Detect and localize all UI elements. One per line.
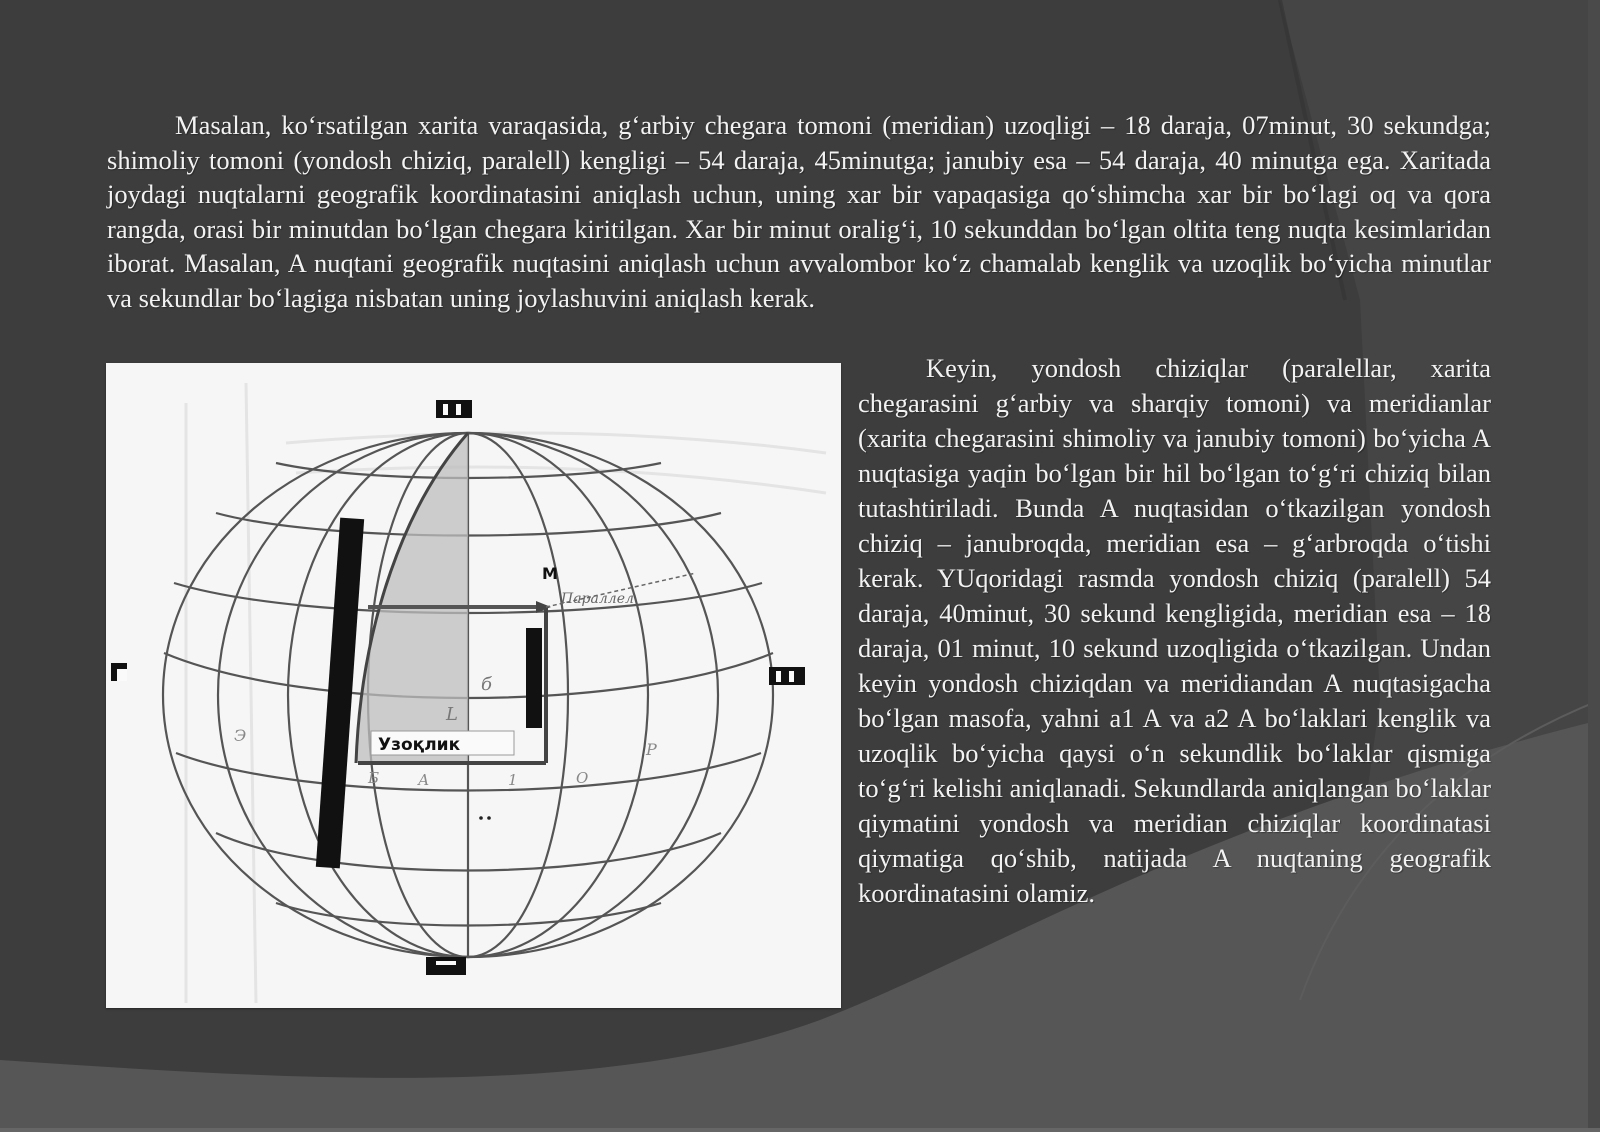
intro-paragraph: Masalan, ko‘rsatilgan xarita varaqasida, g‘arbiy chegara tomoni (meridian) uzoqligi – 18 daraja, 07minut, 30 sekundga; shimoliy tomoni (yondosh chiziq, paralell) kengligi – 54 daraja, 45minutga; janubiy esa – 54 daraja, 40 minutga ega. Xaritada joydagi nuqtalarni geografik koordinatasini aniqlash uchun, uning xar bir vapaqasiga qo‘shimcha xar bir bo‘lagi oq va qora rangda, orasi bir minutdan bo‘lgan chegara kiritilgan. Xar bir minut oralig‘i, 10 sekunddan bo‘lgan oltita teng nuqta kesimlaridan iborat. Masalan, A nuqtani geografik nuqtasini aniqlash uchun avvalombor ko‘z chamalab kenglik va uzoqlik bo‘yicha minutlar va sekundlar bo‘lagiga nisbatan uning joylashuvini aniqlash kerak. <box>107 110 1491 313</box>
vertical-label-right <box>526 628 542 728</box>
longitude-label: Узоқлик <box>378 735 461 755</box>
svg-text:А: А <box>418 771 430 789</box>
explanation-paragraph: Keyin, yondosh chiziqlar (paralellar, xarita chegarasini g‘arbiy va sharqiy tomoni) va meridianlar (xarita chegarasini shimoliy va janubiy tomoni) bo‘yicha A nuqtasiga yaqin bo‘lgan bir hil bo‘lgan to‘g‘ri chiziq bilan tutashtiriladi. Bunda A nuqtasidan o‘tkazilgan yondosh chiziq – janubroqda, meridian esa – g‘arbroqda o‘tishi kerak. YUqoridagi rasmda yondosh chiziq (paralell) 54 daraja, 40minut, 30 sekund kengligida, meridian esa – 18 daraja, 01 minut, 10 sekund uzoqligida o‘tkazilgan. Undan keyin yondosh chiziqdan va meridiandan A nuqtasigacha bo‘lgan masofa, yahni a1 A va a2 A bo‘laklari kenglik va uzoqlik bo‘yicha qaysi o‘n sekundlik bo‘laklar qismiga to‘g‘ri kelishi aniqlanadi. Sekundlarda aniqlangan bo‘laklar qiymatini yondosh va meridian chiziqlar koordinatasi qiymatiga qo‘shib, natijada A nuqtaning geografik koordinatasini olamiz. <box>858 353 1491 908</box>
svg-text:Э: Э <box>234 726 247 745</box>
svg-text:Р: Р <box>646 740 657 759</box>
svg-text:Параллел: Параллел <box>561 591 634 607</box>
svg-text:Б: Б <box>368 769 380 787</box>
svg-text:М: М <box>542 564 558 583</box>
svg-text:б: б <box>481 674 492 695</box>
svg-text:О: О <box>576 769 589 787</box>
svg-text:L: L <box>446 704 458 725</box>
svg-text:1: 1 <box>508 771 518 789</box>
globe-figure <box>106 363 841 1008</box>
